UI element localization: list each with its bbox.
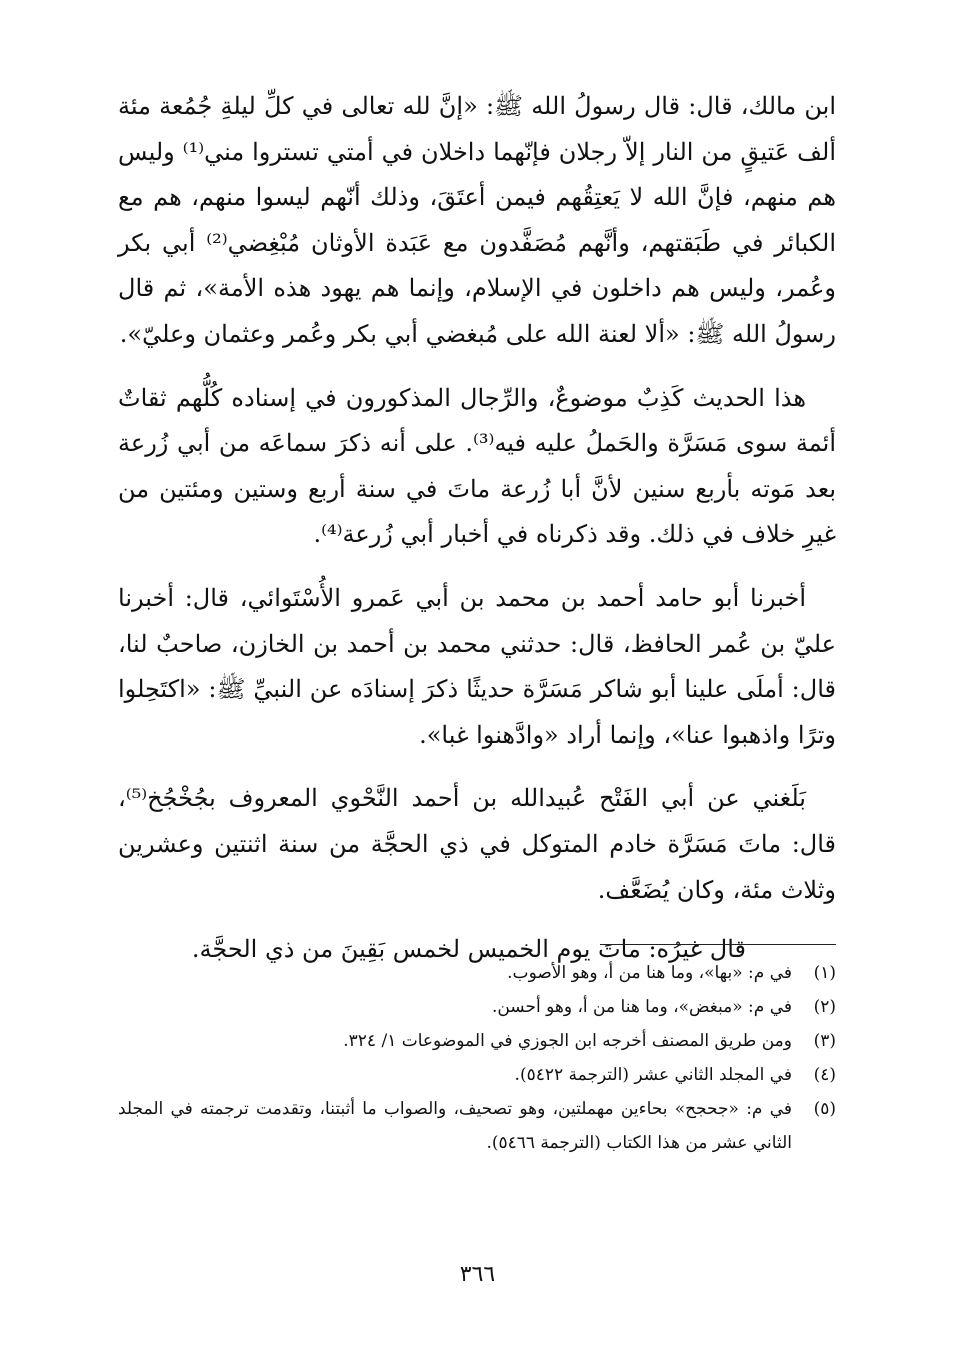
paragraph-other-report: قال غيرُه: ماتَ يوم الخميس لخمس بَقِينَ من ذي الحجَّة. xyxy=(191,935,746,964)
paragraph-hadith: ابن مالك، قال: قال رسولُ الله ﷺ: «إنَّ لله تعالى في كلِّ ليلةِ جُمُعة مئة ألف عَتيقٍ من النار إلاّ رجلان فإنّهما داخلان في أمتي تستروا مني⁽¹⁾ وليس هم منهم، فإنَّ الله لا يَعتِقُهم فيمن أعتَقَ، وذلك أنّهم ليسوا منهم، هم مع الكبائر في طَبَقتهم، وأنَّهم مُصَفَّدون مع عَبَدة الأوثان مُبْغِضي⁽²⁾ أبي بكر وعُمر، وليس هم داخلون في الإسلام، وإنما هم يهود هذه الأمة»، ثم قال رسولُ الله ﷺ: «ألا لعنة الله على مُبغضي أبي بكر وعُمر وعثمان وعليّ». xyxy=(118,92,837,348)
footnote-number: (٣) xyxy=(813,1031,836,1051)
footnote-separator xyxy=(600,944,836,945)
paragraph-report: أخبرنا أبو حامد أحمد بن محمد بن أبي عَمرو الأُسْتَوائي، قال: أخبرنا عليّ بن عُمر الحافظ، قال: حدثني محمد بن أحمد بن الخازن، صاحبٌ لنا، قال: أملَى علينا أبو شاكر مَسَرَّة حديثًا ذكرَ إسنادَه عن النبيِّ ﷺ: «اكتَحِلوا وترًا واذهبوا عنا»، وإنما أراد «وادَّهنوا غبا». xyxy=(118,583,836,749)
footnote-1 xyxy=(118,956,836,990)
footnote-number: (٢) xyxy=(813,997,836,1017)
footnote-number: (٤) xyxy=(813,1065,836,1085)
footnote-2 xyxy=(118,990,836,1024)
main-text xyxy=(118,84,836,973)
footnote-text: في المجلد الثاني عشر (الترجمة ٥٤٢٢). xyxy=(514,1065,792,1085)
paragraph-verdict: هذا الحديث كَذِبٌ موضوعٌ، والرِّجال المذكورون في إسناده كُلُّهم ثقاتٌ أئمة سوى مَسَرَّة والحَملُ عليه فيه⁽³⁾. على أنه ذكرَ سماعَه من أبي زُرعة بعد مَوته بأربع سنين لأنَّ أبا زُرعة ماتَ في سنة أربع وستين ومئتين من غيرِ خلاف في ذلك. وقد ذكرناه في أخبار أبي زُرعة⁽⁴⁾. xyxy=(118,383,836,549)
footnote-text: في م: «بها»، وما هنا من أ، وهو الأصوب. xyxy=(507,963,792,983)
footnote-text: ومن طريق المصنف أخرجه ابن الجوزي في الموضوعات ١/ ٣٢٤. xyxy=(343,1031,792,1051)
footnote-number: (١) xyxy=(813,963,836,983)
footnote-number: (٥) xyxy=(813,1099,836,1119)
footnote-text: في م: «مبغض»، وما هنا من أ، وهو أحسن. xyxy=(491,997,792,1017)
page-number: ٣٦٦ xyxy=(459,1262,496,1287)
paragraph-death-date: بَلَغني عن أبي الفَتْح عُبيدالله بن أحمد النَّحْوي المعروف بجُخْجُخ⁽⁵⁾، قال: ماتَ مَسَرَّة خادم المتوكل في ذي الحجَّة من سنة اثنتين وعشرين وثلاث مئة، وكان يُضَعَّف. xyxy=(118,784,836,904)
footnote-3 xyxy=(118,1024,836,1058)
footnote-5 xyxy=(118,1092,836,1160)
footnotes xyxy=(118,956,836,1160)
footnote-4 xyxy=(118,1058,836,1092)
footnote-text: في م: «جحجح» بحاءين مهملتين، وهو تصحيف، والصواب ما أثبتنا، وتقدمت ترجمته في المجلد الثاني عشر من هذا الكتاب (الترجمة ٥٤٦٦). xyxy=(118,1099,792,1153)
